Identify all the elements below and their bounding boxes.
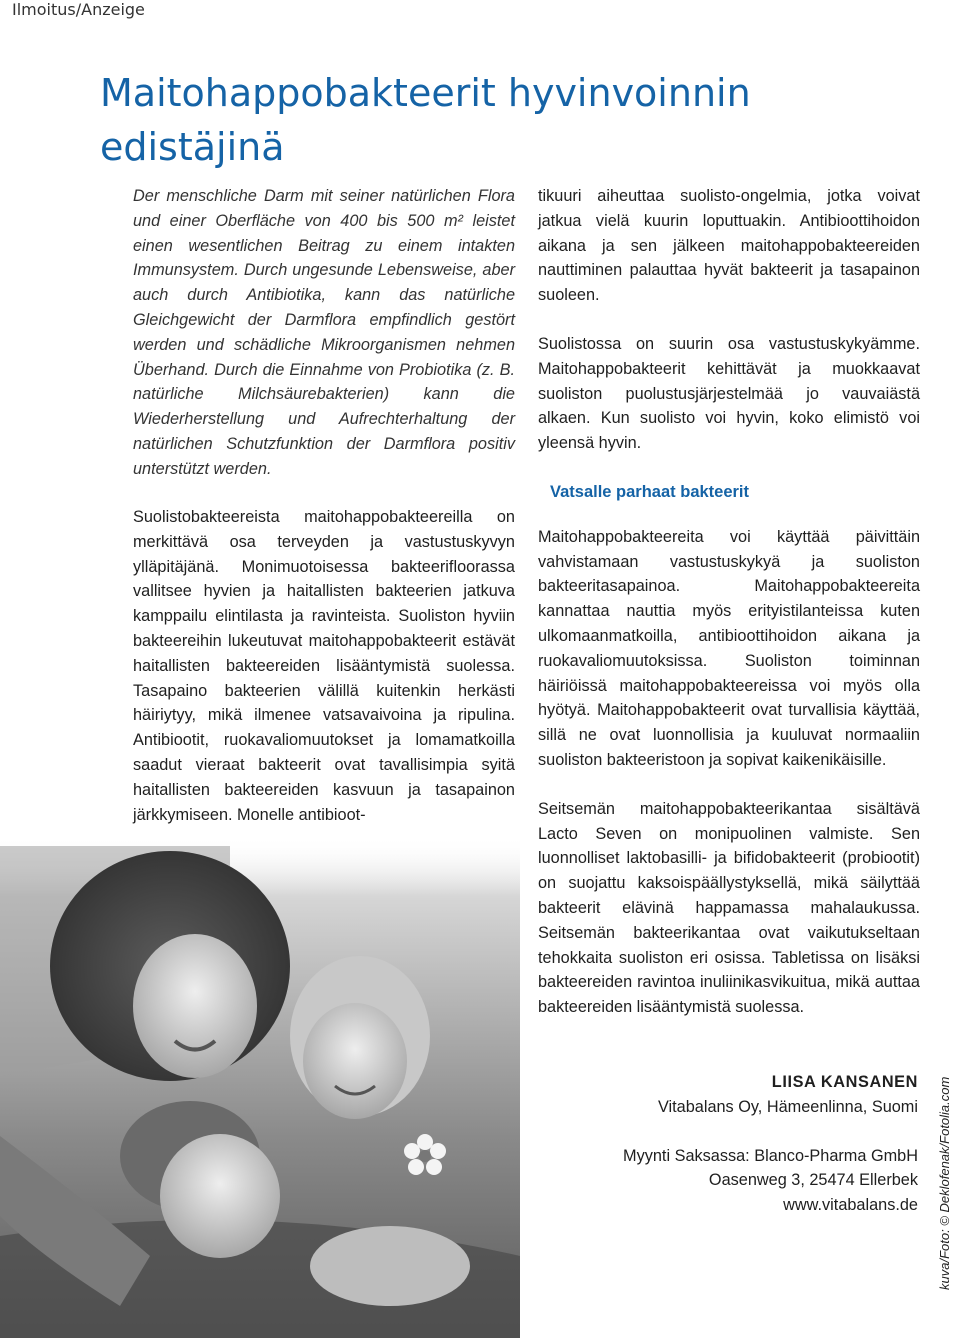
body-paragraph-1-end: tikuuri aiheuttaa suolisto-ongelmia, jotka voivat jatkua vielä kuurin loputtuakin. Antibioottihoidon aikana ja sen jälkeen maitohappobakteereiden nauttiminen palauttaa hyvät bakteerit ja tasapainon suoleen. xyxy=(538,187,920,305)
body-paragraph-1-start: Suolistobakteereista maitohappobakteereilla on merkittävä osa terveyden ja vastustuskyvyn ylläpitäjänä. Monimuotoisessa bakteerifloorassa vallitsee hyvien ja haitallisten bakteerien jatkuva kamppailu elintilasta ja ravinteista. Suoliston hyviin bakteereihin lukeutuvat maitohappobakteerit estävät haitallisten bakteereiden lisääntymistä suolessa. Tasapaino bakteerien välillä kuitenkin herkästi häiriytyy, mikä ilmenee vatsavaivoina ja ripulina. Antibiootit, ruokavaliomuutokset ja lomamatkoilla saadut vieraat bakteerit ovat tavallisimpia syitä haitallisten bakteereiden kasvuun ja tasapainon järkkymiseen. Monelle antibioot- xyxy=(133,508,515,824)
headline: Maitohappobakteerit hyvinvoinnin edistäjinä xyxy=(100,71,751,169)
photo-credit: kuva/Foto: © Deklofenak/Fotolia.com xyxy=(937,1076,952,1290)
lead-german xyxy=(133,184,515,482)
mother-face xyxy=(133,934,257,1078)
author-name: LIISA KANSANEN xyxy=(771,1073,918,1091)
subheading: Vatsalle parhaat bakteerit xyxy=(550,482,750,501)
body-paragraph-4: Seitsemän maitohappobakteerikantaa sisältävä Lacto Seven on monipuolinen valmiste. Sen luonnolliset laktobasilli- ja bifidobakteerit (probiootit) on suojattu kaksoispäällystyksellä, mikä säilyttää bakteerit elävinä happamassa mahalaukussa. Seitsemän bakteerikantaa ovat vaikutukseltaan tehokkaita suoliston eri osissa. Tabletissa on lisäksi bakteereiden ravintoa inuliinikasvikuitua, mikä auttaa bakteereiden lisääntymistä suolessa. xyxy=(538,799,920,1017)
family-photo xyxy=(0,836,520,1338)
author-block xyxy=(623,1070,918,1218)
body-right-column xyxy=(538,184,920,1020)
distributor-address: Oasenweg 3, 25474 Ellerbek xyxy=(708,1171,918,1190)
ad-label: Ilmoitus/Anzeige xyxy=(12,0,145,19)
website-link[interactable]: www.vitabalans.de xyxy=(783,1196,918,1215)
author-company: Vitabalans Oy, Hämeenlinna, Suomi xyxy=(657,1097,918,1116)
lead-paragraph: Der menschliche Darm mit seiner natürlichen Flora und einer Oberfläche von 400 bis 500 m² leistet einen wesentlichen Beitrag zu einem intakten Immunsystem. Durch ungesunde Lebensweise, aber auch durch Antibiotika, kann das natürliche Gleichgewicht der Darmflora empfindlich gestört werden und schädliche Mikroorganismen nehmen Überhand. Durch die Einnahme von Probiotika (z. B. natürliche Milchsäurebakterien) kann die Wiederherstellung und Aufrechterhaltung der natürlichen Schutzfunktion der Darmflora positiv unterstützt werden. xyxy=(133,187,515,478)
body-left-column xyxy=(133,505,515,827)
father-face xyxy=(160,1134,280,1258)
distributor: Myynti Saksassa: Blanco-Pharma GmbH xyxy=(623,1146,918,1165)
girl-face xyxy=(303,1003,407,1119)
body-paragraph-3: Maitohappobakteereita voi käyttää päivittäin vahvistamaan vastustuskykyä ja suoliston bakteeritasapainoa. Maitohappobakteereita kannattaa nauttia myös erityistilanteissa kuten ulkomaanmatkoilla, antibioottihoidon aikana ja ruokavaliomuutoksissa. Suoliston toiminnan häiriöissä maitohappobakteereissa voi myös olla hyötyä. Maitohappobakteerit ovat turvallisia käyttää, sillä ne ovat luonnollisia ja kuuluvat normaaliin suoliston bakteeristoon ja sopivat kaikenikäisille. xyxy=(538,527,920,769)
child-head xyxy=(310,1226,470,1306)
body-paragraph-2: Suolistossa on suurin osa vastustuskykyämme. Maitohappobakteerit kehittävät ja muokkaavat suoliston puolustusjärjestelmää jo vauvaiästä alkaen. Kun suolisto voi hyvin, koko elimistö voi yleensä hyvin. xyxy=(538,334,920,453)
